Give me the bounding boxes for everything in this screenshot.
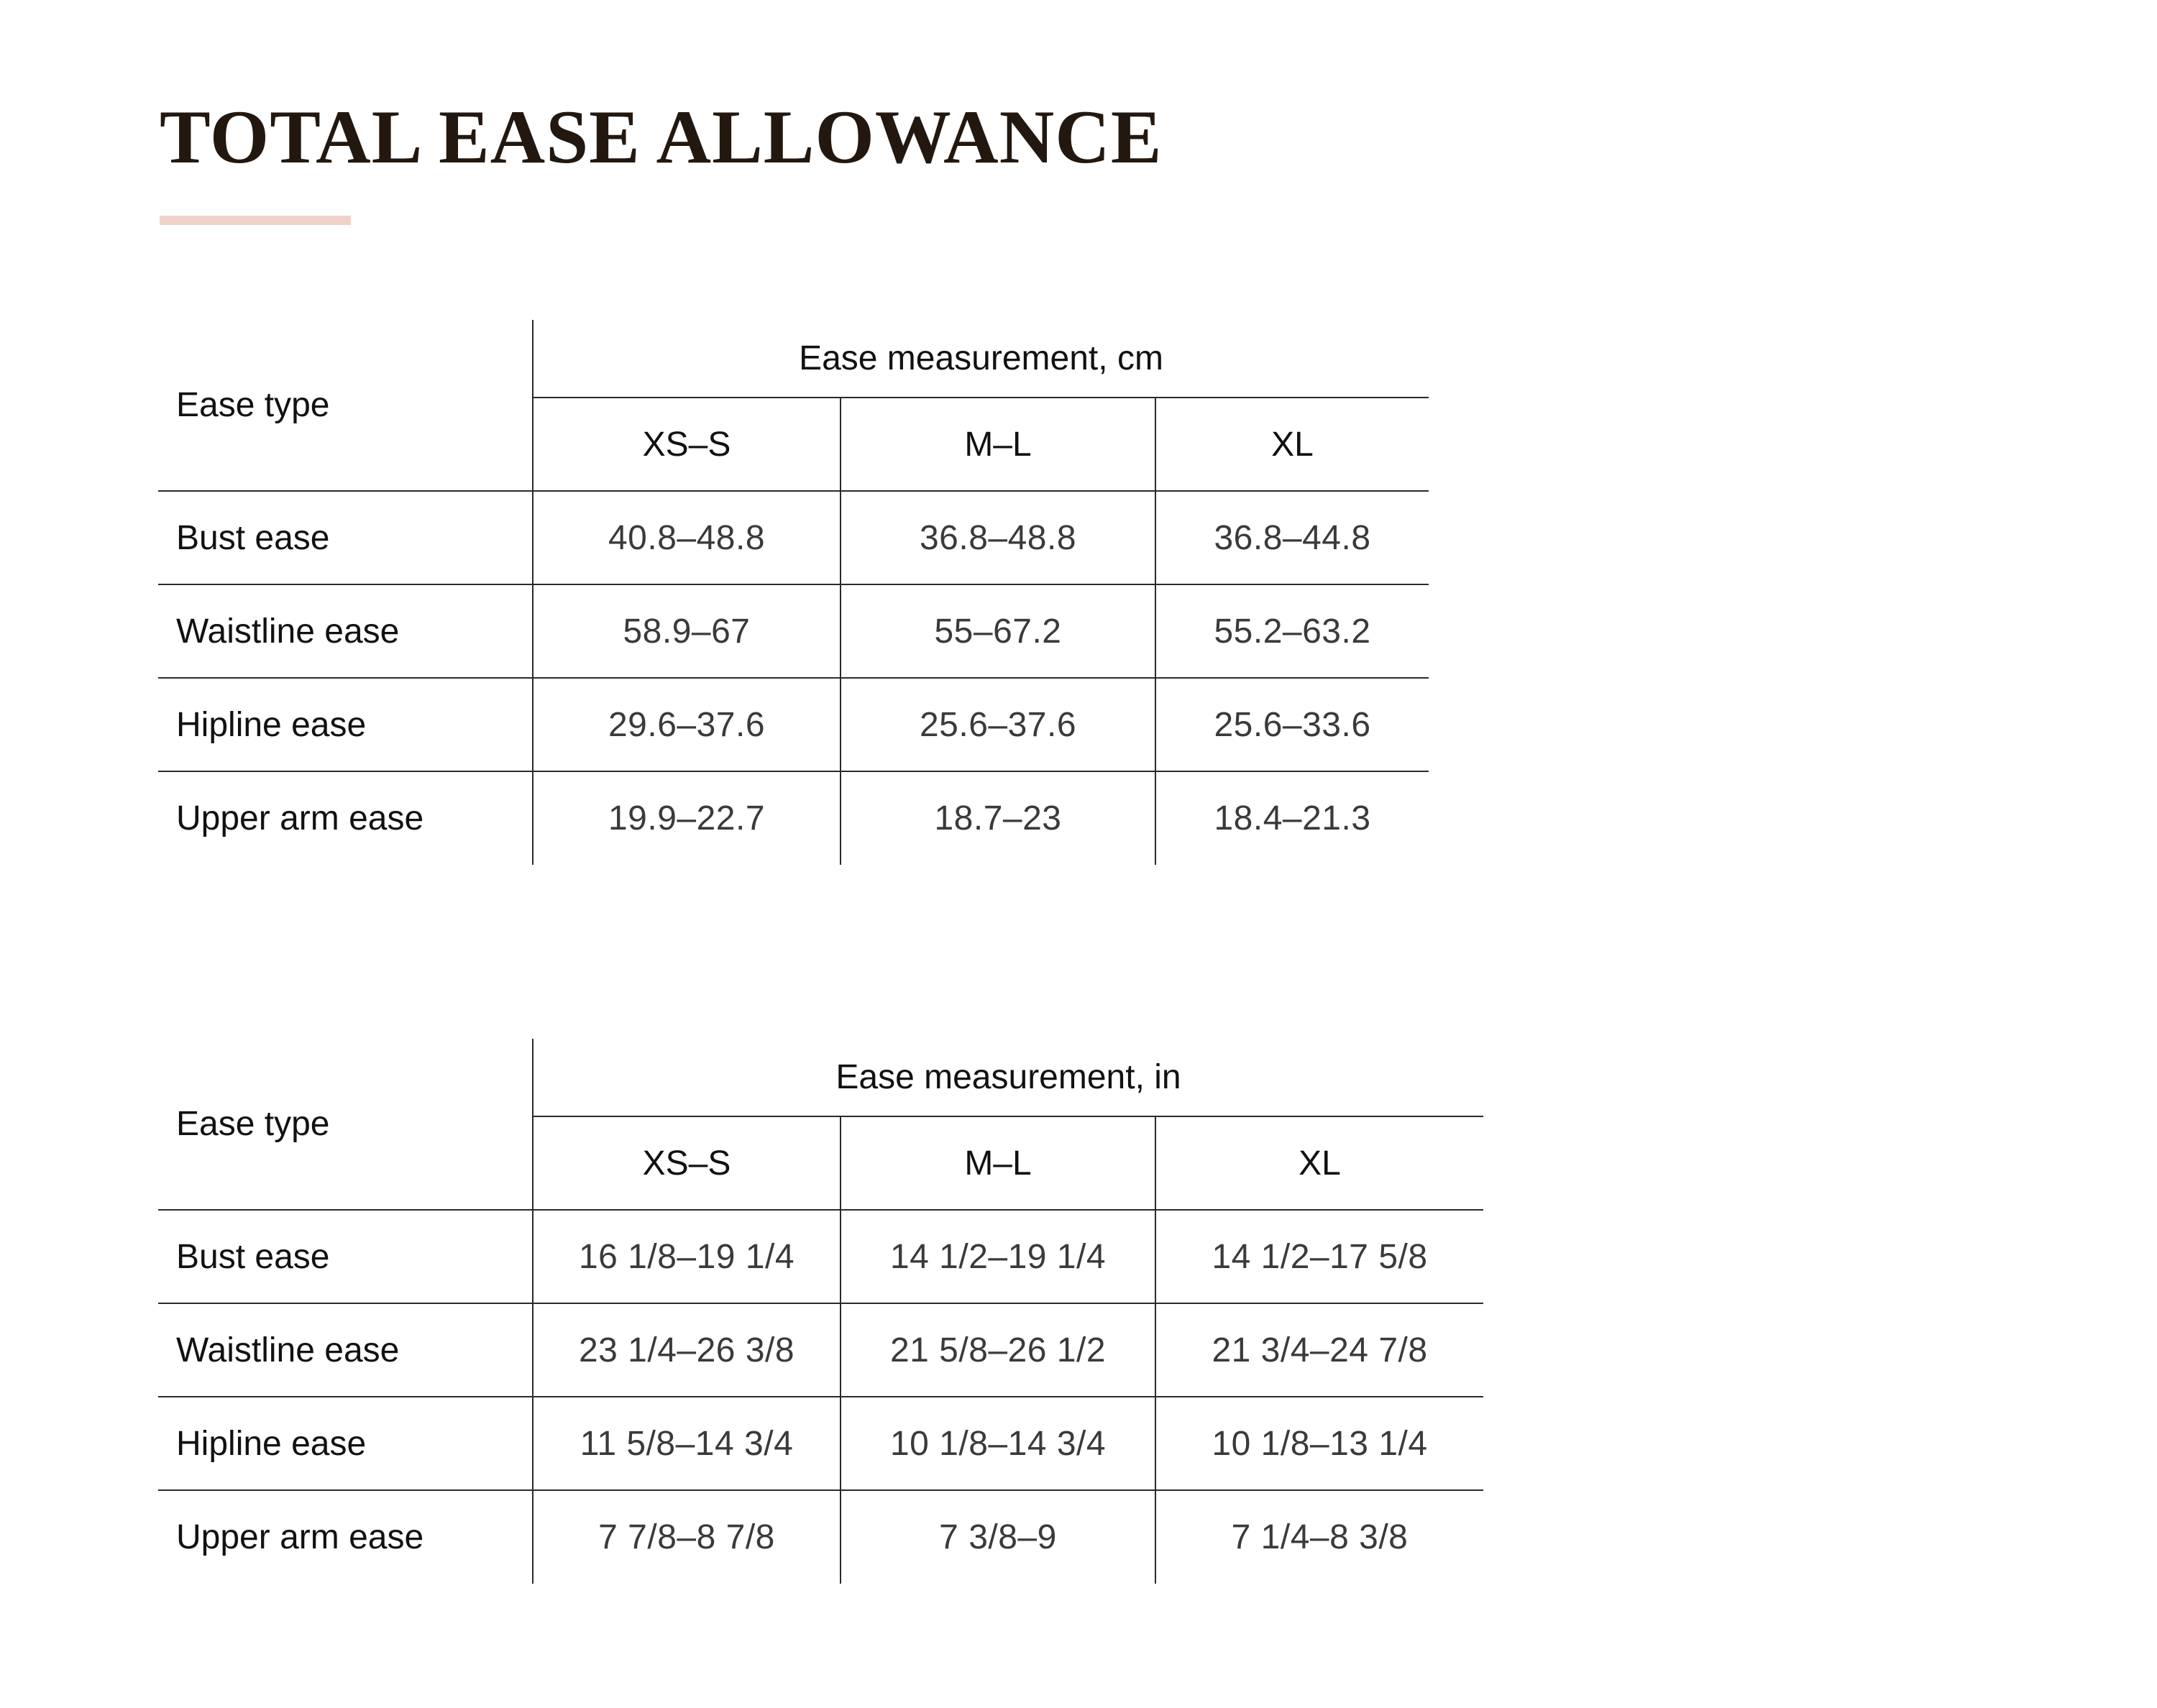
row-label: Bust ease — [158, 491, 533, 584]
table-cell: 25.6–37.6 — [841, 678, 1155, 771]
table-cell: 7 1/4–8 3/8 — [1155, 1490, 1483, 1584]
row-label: Waistline ease — [158, 1303, 533, 1397]
ease-table-in — [158, 1039, 1483, 1584]
size-header-xl: XL — [1155, 1116, 1483, 1210]
table-cell: 21 5/8–26 1/2 — [841, 1303, 1155, 1397]
table-cell: 29.6–37.6 — [533, 678, 841, 771]
table-row — [158, 771, 1429, 865]
table-header-row — [158, 320, 1429, 398]
size-header-xl: XL — [1155, 398, 1429, 491]
ease-table-cm — [158, 320, 1429, 865]
table-cell: 36.8–44.8 — [1155, 491, 1429, 584]
table-cell: 55–67.2 — [841, 584, 1155, 678]
table-cell: 7 3/8–9 — [841, 1490, 1155, 1584]
row-label: Upper arm ease — [176, 1518, 424, 1556]
row-label: Hipline ease — [158, 678, 533, 771]
size-header-m-l: M–L — [841, 1116, 1155, 1210]
table-cell: 16 1/8–19 1/4 — [533, 1210, 841, 1303]
table-row — [158, 1397, 1483, 1490]
table-row — [158, 1303, 1483, 1397]
ease-type-header: Ease type — [158, 1039, 533, 1210]
row-label: Bust ease — [158, 1210, 533, 1303]
size-header-xs-s: XS–S — [533, 1116, 841, 1210]
table-cell: 14 1/2–17 5/8 — [1155, 1210, 1483, 1303]
table-cell: 21 3/4–24 7/8 — [1155, 1303, 1483, 1397]
table-cell: 19.9–22.7 — [533, 771, 841, 865]
row-label: Waistline ease — [158, 584, 533, 678]
table-row — [158, 678, 1429, 771]
table-cell: 23 1/4–26 3/8 — [533, 1303, 841, 1397]
table-cell: 11 5/8–14 3/4 — [533, 1397, 841, 1490]
table-cell: 55.2–63.2 — [1155, 584, 1429, 678]
table-row — [158, 584, 1429, 678]
table-cell: 58.9–67 — [533, 584, 841, 678]
row-label: Hipline ease — [158, 1397, 533, 1490]
table-cell: 7 7/8–8 7/8 — [533, 1490, 841, 1584]
page-title: TOTAL EASE ALLOWANCE — [160, 95, 1163, 179]
ease-type-header: Ease type — [158, 320, 533, 491]
table-cell: 10 1/8–13 1/4 — [1155, 1397, 1483, 1490]
table-cell: 10 1/8–14 3/4 — [841, 1397, 1155, 1490]
table-row — [158, 1210, 1483, 1303]
table-cell: 36.8–48.8 — [841, 491, 1155, 584]
table-row — [158, 1490, 1483, 1584]
size-header-m-l: M–L — [841, 398, 1155, 491]
table-cell: 14 1/2–19 1/4 — [841, 1210, 1155, 1303]
table-cell: 25.6–33.6 — [1155, 678, 1429, 771]
table-header-row — [158, 1039, 1483, 1116]
table-cell: 18.4–21.3 — [1155, 771, 1429, 865]
table-cell: 18.7–23 — [841, 771, 1155, 865]
table-cell: 40.8–48.8 — [533, 491, 841, 584]
title-accent-bar — [160, 216, 351, 225]
size-header-xs-s: XS–S — [533, 398, 841, 491]
group-header: Ease measurement, cm — [533, 320, 1429, 398]
row-label: Upper arm ease — [176, 799, 424, 837]
table-row — [158, 491, 1429, 584]
group-header: Ease measurement, in — [533, 1039, 1483, 1116]
